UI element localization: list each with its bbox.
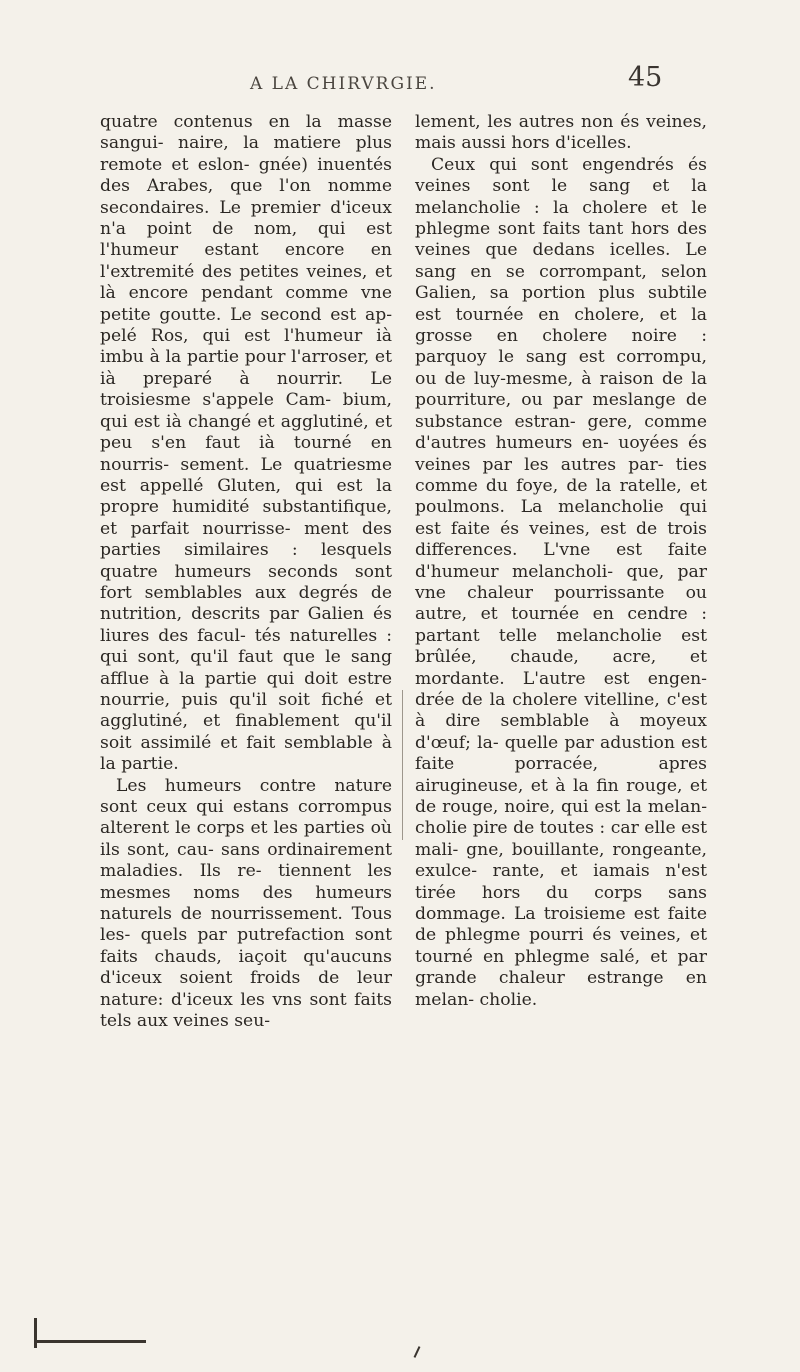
running-title: A LA CHIRVRGIE.: [250, 74, 437, 94]
left-column: [100, 112, 392, 1032]
paragraph: lement, les autres non és veines, mais aussi hors d'icelles.: [415, 112, 707, 154]
ink-mark: [34, 1318, 37, 1348]
ink-mark: [414, 1346, 421, 1358]
page-header: [0, 62, 800, 102]
paragraph: quatre contenus en la masse sangui- naire, la matiere plus remote et eslon- gnée) inuentés des Arabes, que l'on nomme secondaires. Le premier d'iceux n'a point de nom, qui est l'humeur estant encore en l'extremité des petites veines, et là encore pendant comme vne petite goutte. Le second est ap- pelé Ros, qui est l'humeur ià imbu à la partie pour l'arroser, et ià preparé à nourrir. Le troisiesme s'appele Cam- bium, qui est ià changé et agglutiné, et peu s'en faut ià tourné en nourris- sement. Le quatriesme est appellé Gluten, qui est la propre humidité substantifique, et parfait nourrisse- ment des parties similaires : lesquels quatre humeurs seconds sont fort semblables aux degrés de nutrition, descrits par Galien és liures des facul- tés naturelles : qui sont, qu'il faut que le sang afflue à la partie qui doit estre nourrie, puis qu'il soit fiché et agglutiné, et finablement qu'il soit assimilé et fait semblable à la partie.: [100, 112, 392, 775]
page-number: 45: [628, 62, 663, 93]
ink-mark: [36, 1340, 146, 1343]
paragraph: Les humeurs contre nature sont ceux qui estans corrompus alterent le corps et les parties où ils sont, cau- sans ordinairement maladies. Ils re- tiennent les mesmes noms des humeurs naturels de nourrissement. Tous les- quels par putrefaction sont faits chauds, iaçoit qu'aucuns d'iceux soient froids de leur nature: d'iceux les vns sont faits tels aux veines seu-: [100, 775, 392, 1032]
column-divider: [402, 690, 403, 840]
paragraph: Ceux qui sont engendrés és veines sont le sang et la melancholie : la cholere et le phlegme sont faits tant hors des veines que dedans icelles. Le sang en se corrompant, selon Galien, sa portion plus subtile est tournée en cholere, et la grosse en cholere noire : parquoy le sang est corrompu, ou de luy-mesme, à raison de la pourriture, ou par meslange de substance estran- gere, comme d'autres humeurs en- uoyées és veines par les autres par- ties comme du foye, de la ratelle, et poulmons. La melancholie qui est faite és veines, est de trois differences. L'vne est faite d'humeur melancholi- que, par vne chaleur pourrissante ou autre, et tournée en cendre : partant telle melancholie est brûlée, chaude, acre, et mordante. L'autre est engen- drée de la cholere vitelline, c'est à dire semblable à moyeux d'œuf; la- quelle par adustion est faite porracée, apres airugineuse, et à la fin rouge, et de rouge, noire, qui est la melan- cholie pire de toutes : car elle est mali- gne, bouillante, rongeante, exulce- rante, et iamais n'est tirée hors du corps sans dommage. La troisieme est faite de phlegme pourri és veines, et tourné en phlegme salé, et par grande chaleur estrange en melan- cholie.: [415, 154, 707, 1010]
right-column: [415, 112, 707, 1011]
